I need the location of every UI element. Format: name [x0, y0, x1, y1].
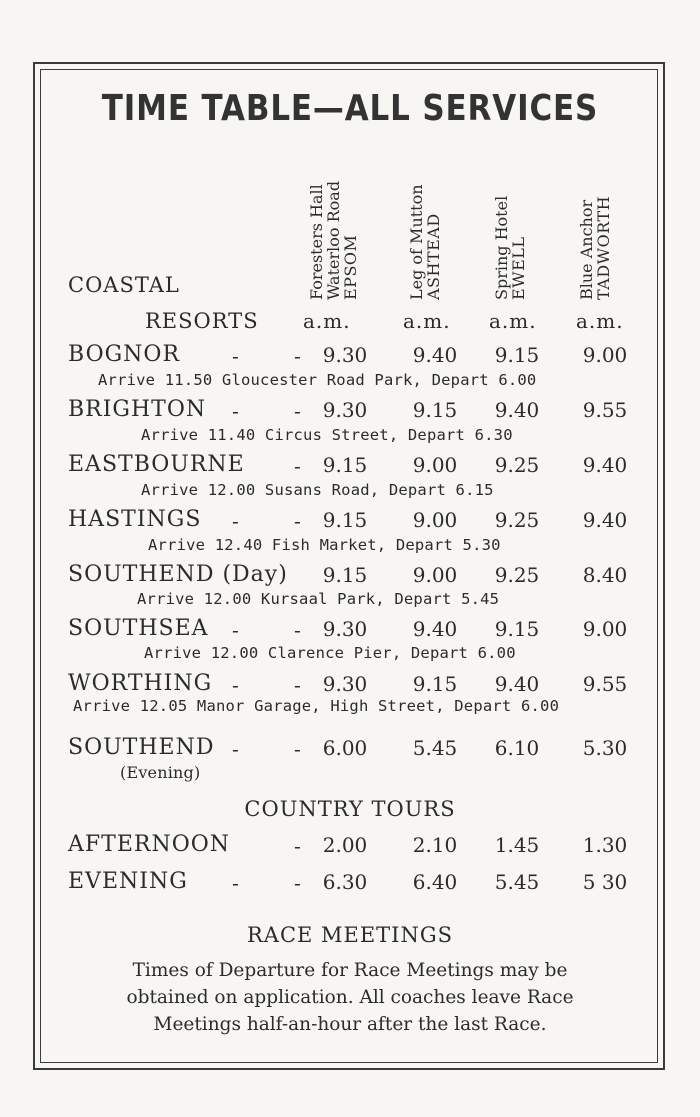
- time-ewell: 9.40: [494, 398, 540, 422]
- time-tadworth: 9.40: [582, 453, 628, 477]
- time-epsom: 9.15: [322, 453, 368, 477]
- destination-name: SOUTHSEA: [68, 616, 209, 641]
- time-ashtead: 9.15: [412, 398, 458, 422]
- time-ewell: 9.25: [494, 508, 540, 532]
- time-epsom: 6.30: [322, 870, 368, 894]
- leader-dash: -: [294, 737, 301, 761]
- arrival-details: Arrive 12.00 Clarence Pier, Depart 6.00: [144, 644, 516, 662]
- time-ashtead: 6.40: [412, 870, 458, 894]
- time-ashtead: 9.00: [412, 508, 458, 532]
- tour-name: EVENING: [68, 869, 188, 894]
- time-tadworth: 5.30: [582, 736, 628, 760]
- destination-name: BOGNOR: [68, 342, 181, 367]
- leader-dash: -: [294, 454, 301, 478]
- leader-dash: -: [294, 399, 301, 423]
- evening-note: (Evening): [120, 763, 201, 782]
- time-ashtead: 9.00: [412, 453, 458, 477]
- header-line: Foresters Hall: [307, 184, 326, 300]
- arrival-details: Arrive 12.00 Susans Road, Depart 6.15: [141, 481, 494, 499]
- time-epsom: 2.00: [322, 833, 368, 857]
- time-ewell: 9.15: [494, 343, 540, 367]
- time-epsom: 9.30: [322, 343, 368, 367]
- arrival-details: Arrive 11.40 Circus Street, Depart 6.30: [141, 426, 513, 444]
- time-ewell: 5.45: [494, 870, 540, 894]
- leader-dash: -: [232, 344, 239, 368]
- time-ewell: 9.25: [494, 563, 540, 587]
- time-tadworth: 5 30: [582, 870, 628, 894]
- leader-dash: -: [232, 737, 239, 761]
- time-ewell: 9.15: [494, 617, 540, 641]
- leader-dash: -: [294, 673, 301, 697]
- time-ewell: 1.45: [494, 833, 540, 857]
- arrival-details: Arrive 12.00 Kursaal Park, Depart 5.45: [137, 590, 500, 608]
- time-ashtead: 9.40: [412, 617, 458, 641]
- time-epsom: 9.30: [322, 617, 368, 641]
- arrival-details: Arrive 11.50 Gloucester Road Park, Depart 6.00: [98, 371, 537, 389]
- leader-dash: -: [232, 673, 239, 697]
- destination-name: SOUTHEND: [68, 735, 215, 760]
- leader-dash: -: [232, 399, 239, 423]
- column-header-tadworth: [578, 140, 638, 300]
- time-epsom: 6.00: [322, 736, 368, 760]
- column-header-epsom: [308, 140, 368, 300]
- time-tadworth: 9.55: [582, 398, 628, 422]
- leader-dash: -: [294, 344, 301, 368]
- leader-dash: -: [232, 871, 239, 895]
- leader-dash: -: [294, 871, 301, 895]
- leader-dash: -: [294, 834, 301, 858]
- time-epsom: 9.15: [322, 508, 368, 532]
- destination-name: BRIGHTON: [68, 397, 207, 422]
- time-tadworth: 9.55: [582, 672, 628, 696]
- leader-dash: -: [232, 618, 239, 642]
- column-header-ashtead: [408, 140, 468, 300]
- header-line: Leg of Mutton: [407, 184, 426, 300]
- header-line: EPSOM: [341, 234, 360, 300]
- header-line: EWELL: [509, 236, 528, 300]
- arrival-details: Arrive 12.05 Manor Garage, High Street, Depart 6.00: [73, 697, 560, 715]
- ampm-label: a.m.: [403, 309, 451, 333]
- leader-dash: -: [232, 509, 239, 533]
- coastal-label: COASTAL: [68, 273, 180, 297]
- header-line: Spring Hotel: [492, 195, 511, 300]
- header-line: ASHTEAD: [424, 213, 443, 300]
- time-tadworth: 9.00: [582, 617, 628, 641]
- header-line: Blue Anchor: [577, 199, 596, 300]
- note-line: Times of Departure for Race Meetings may be: [132, 960, 568, 981]
- header-line: TADWORTH: [594, 195, 613, 300]
- time-ashtead: 9.40: [412, 343, 458, 367]
- arrival-details: Arrive 12.40 Fish Market, Depart 5.30: [148, 536, 501, 554]
- country-tours-heading: COUNTRY TOURS: [244, 797, 456, 821]
- time-tadworth: 9.40: [582, 508, 628, 532]
- destination-name: HASTINGS: [68, 507, 202, 532]
- column-header-ewell: [493, 140, 553, 300]
- leader-dash: -: [294, 618, 301, 642]
- destination-name: SOUTHEND (Day): [68, 562, 288, 587]
- time-ewell: 9.40: [494, 672, 540, 696]
- ampm-label: a.m.: [576, 309, 624, 333]
- resorts-label: RESORTS: [145, 309, 259, 333]
- page-title: TIME TABLE—ALL SERVICES: [101, 88, 599, 129]
- leader-dash: -: [294, 509, 301, 533]
- header-line: Waterloo Road: [324, 180, 343, 300]
- tour-name: AFTERNOON: [68, 832, 231, 857]
- time-ashtead: 2.10: [412, 833, 458, 857]
- time-epsom: 9.15: [322, 563, 368, 587]
- time-ewell: 6.10: [494, 736, 540, 760]
- time-epsom: 9.30: [322, 398, 368, 422]
- time-epsom: 9.30: [322, 672, 368, 696]
- time-ashtead: 9.15: [412, 672, 458, 696]
- destination-name: WORTHING: [68, 671, 213, 696]
- ampm-label: a.m.: [303, 309, 351, 333]
- ampm-label: a.m.: [489, 309, 537, 333]
- time-tadworth: 8.40: [582, 563, 628, 587]
- note-line: Meetings half-an-hour after the last Race.: [153, 1014, 547, 1035]
- time-ashtead: 5.45: [412, 736, 458, 760]
- time-ashtead: 9.00: [412, 563, 458, 587]
- race-meetings-heading: RACE MEETINGS: [246, 923, 454, 947]
- time-tadworth: 1.30: [582, 833, 628, 857]
- race-meetings-note: [0, 957, 700, 1038]
- time-tadworth: 9.00: [582, 343, 628, 367]
- destination-name: EASTBOURNE: [68, 452, 245, 477]
- time-ewell: 9.25: [494, 453, 540, 477]
- note-line: obtained on application. All coaches leave Race: [126, 987, 574, 1008]
